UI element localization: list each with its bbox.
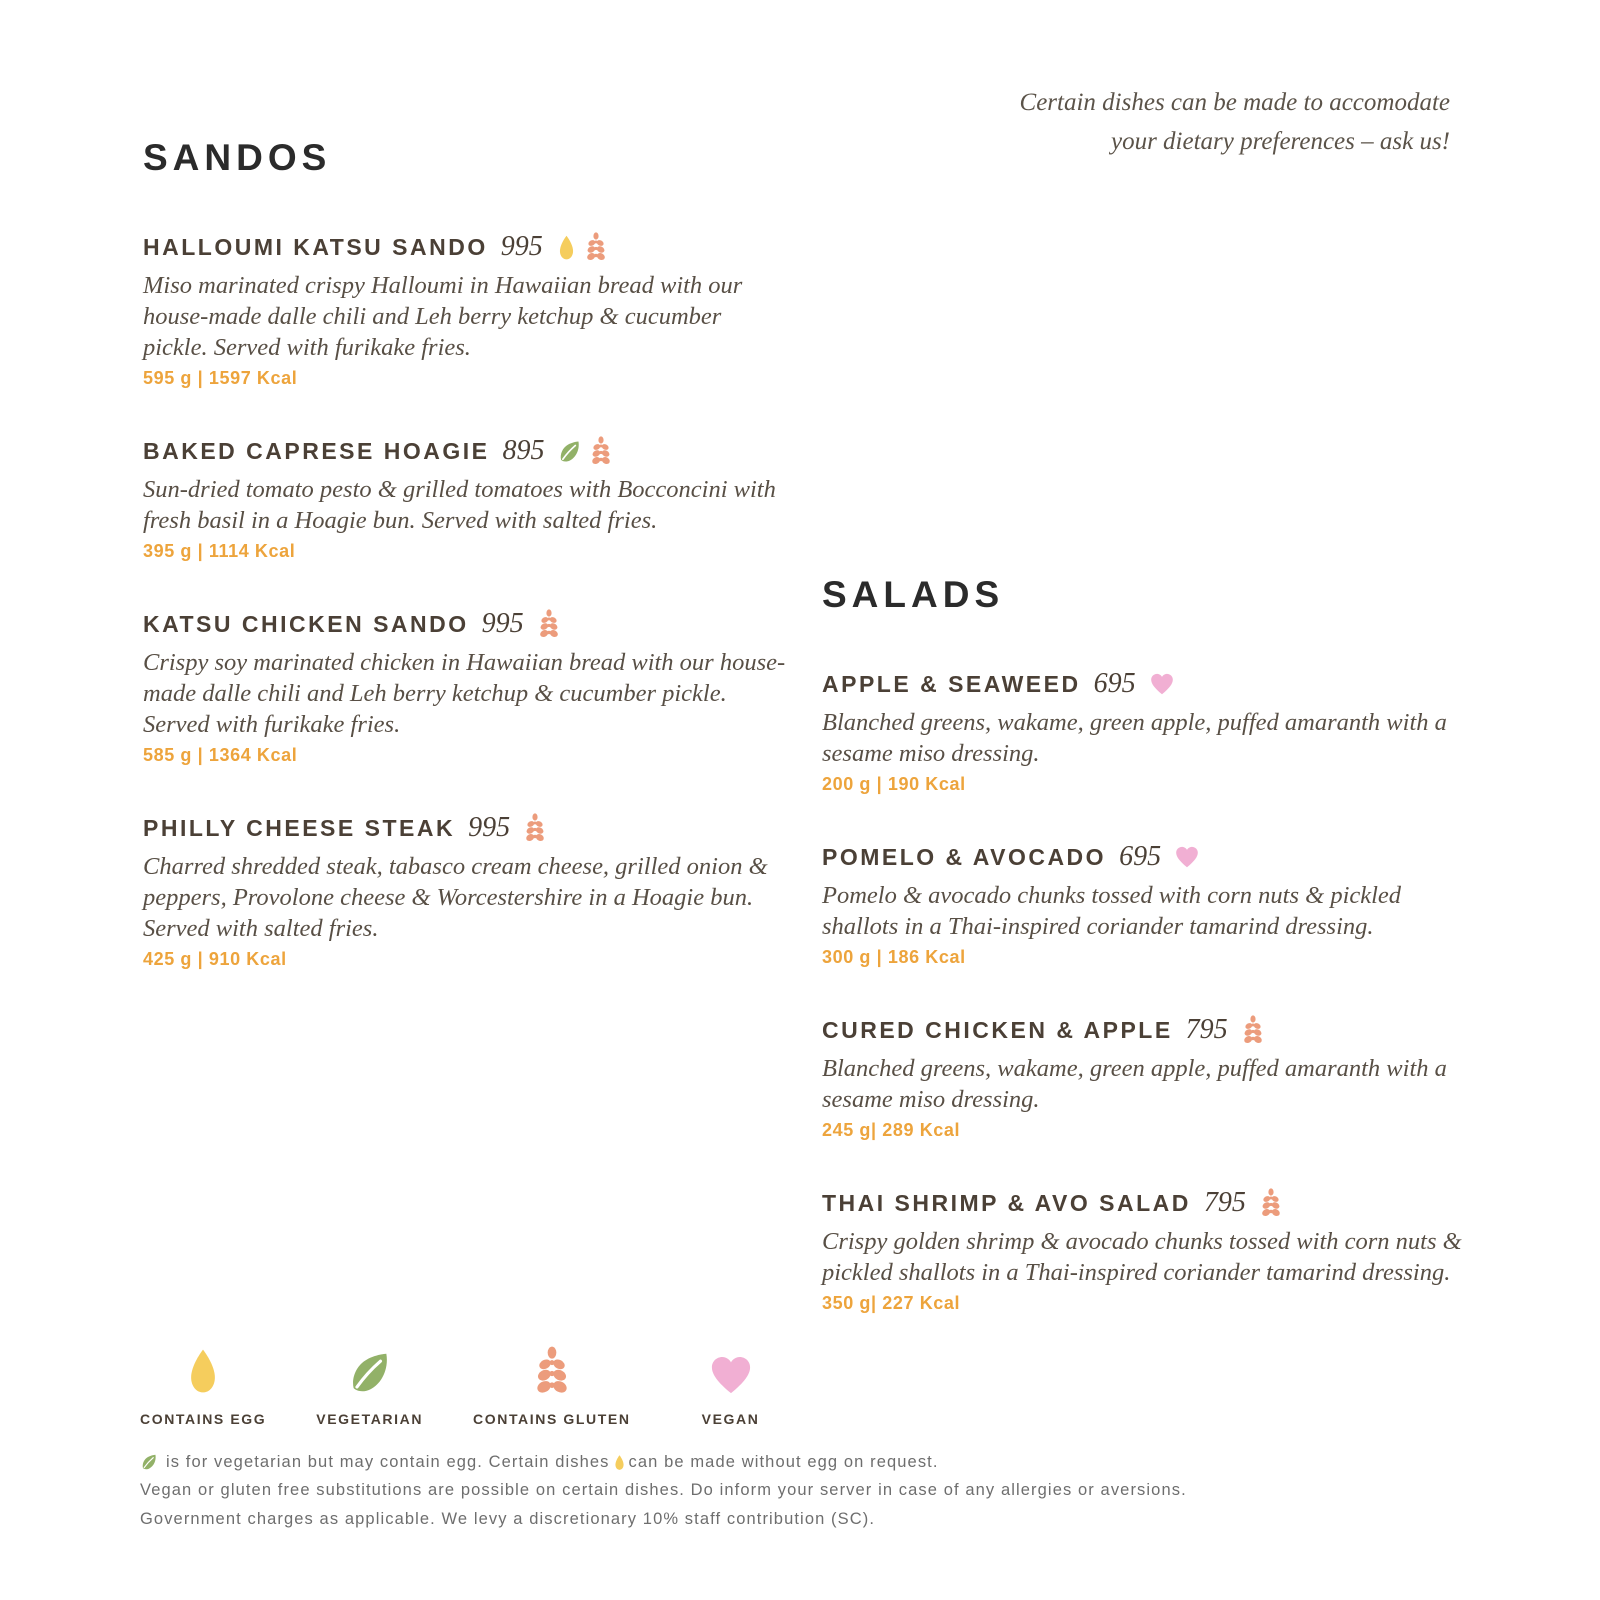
menu-item-badges xyxy=(1259,1188,1283,1218)
menu-item-katsu-chicken-sando xyxy=(143,608,808,766)
footer-line-3: Government charges as applicable. We levy a discretionary 10% staff contribution (SC). xyxy=(140,1509,876,1528)
menu-item-description: Charred shredded steak, tabasco cream cheese, grilled onion & peppers, Provolone cheese & Worcestershire in a Hoagie bun. Served with salted fries. xyxy=(143,853,768,942)
legend-label: CONTAINS EGG xyxy=(140,1411,267,1427)
menu-item-description: Crispy golden shrimp & avocado chunks tossed with corn nuts & pickled shallots in a Thai-inspired coriander tamarind dressing. xyxy=(822,1228,1462,1286)
wheat-icon xyxy=(532,1344,572,1396)
wheat-icon xyxy=(589,436,613,466)
menu-item-weight-calories: 595 g | 1597 Kcal xyxy=(143,368,298,388)
leaf-icon xyxy=(346,1344,393,1396)
menu-item-description: Pomelo & avocado chunks tossed with corn nuts & pickled shallots in a Thai-inspired coriander tamarind dressing. xyxy=(822,882,1402,940)
menu-item-name: PHILLY CHEESE STEAK xyxy=(143,814,456,841)
menu-item-apple-seaweed xyxy=(822,668,1487,795)
menu-item-badges xyxy=(523,813,547,843)
heart-icon xyxy=(1174,845,1200,869)
menu-item-name: HALLOUMI KATSU SANDO xyxy=(143,233,488,260)
section-title-sandos: SANDOS xyxy=(143,137,332,178)
menu-item-header xyxy=(822,841,1487,873)
menu-item-cured-chicken-apple xyxy=(822,1014,1487,1141)
menu-item-badges xyxy=(556,232,608,262)
menu-item-price: 695 xyxy=(1093,668,1136,699)
menu-item-name: THAI SHRIMP & AVO SALAD xyxy=(822,1189,1191,1216)
leaf-icon xyxy=(557,439,582,464)
menu-item-weight-calories: 300 g | 186 Kcal xyxy=(822,947,966,967)
menu-item-name: CURED CHICKEN & APPLE xyxy=(822,1016,1173,1043)
legend-label: VEGAN xyxy=(701,1411,760,1427)
menu-item-header xyxy=(143,231,808,263)
wheat-icon xyxy=(537,609,561,639)
menu-item-price: 795 xyxy=(1185,1014,1228,1045)
egg-icon xyxy=(556,234,577,261)
legend-contains-gluten xyxy=(473,1344,631,1427)
menu-item-price: 995 xyxy=(500,231,543,262)
menu-item-badges xyxy=(537,609,561,639)
menu-item-weight-calories: 395 g | 1114 Kcal xyxy=(143,541,296,561)
section-title-salads: SALADS xyxy=(822,574,1005,615)
menu-item-price: 895 xyxy=(502,435,545,466)
menu-item-pomelo-avocado xyxy=(822,841,1487,968)
menu-item-price: 995 xyxy=(481,608,524,639)
legend-label: VEGETARIAN xyxy=(316,1411,424,1427)
wheat-icon xyxy=(1241,1015,1265,1045)
legend-label: CONTAINS GLUTEN xyxy=(473,1411,631,1427)
legend-vegetarian xyxy=(316,1344,423,1427)
dietary-note-line2: your dietary preferences – ask us! xyxy=(1110,127,1450,155)
egg-icon xyxy=(184,1344,222,1396)
legend-contains-egg xyxy=(140,1344,266,1427)
menu-item-description: Blanched greens, wakame, green apple, puffed amaranth with a sesame miso dressing. xyxy=(822,1055,1447,1113)
menu-item-name: KATSU CHICKEN SANDO xyxy=(143,610,469,637)
menu-item-price: 995 xyxy=(468,812,511,843)
menu-item-header xyxy=(822,668,1487,700)
menu-item-price: 795 xyxy=(1203,1187,1246,1218)
egg-icon xyxy=(613,1454,626,1471)
footer-line1-post: can be made without egg on request. xyxy=(628,1453,939,1471)
menu-item-description: Miso marinated crispy Halloumi in Hawaiian bread with our house-made dalle chili and Leh berry ketchup & cucumber pickle. Served with furikake fries. xyxy=(143,272,743,361)
section-sandos xyxy=(143,137,808,1016)
menu-item-name: APPLE & SEAWEED xyxy=(822,670,1081,697)
menu-item-description: Crispy soy marinated chicken in Hawaiian bread with our house-made dalle chili and Leh berry ketchup & cucumber pickle. Served with furikake fries. xyxy=(143,649,786,738)
wheat-icon xyxy=(1259,1188,1283,1218)
menu-item-badges xyxy=(557,436,613,466)
menu-item-header xyxy=(822,1014,1487,1046)
menu-item-thai-shrimp-avo-salad xyxy=(822,1187,1487,1314)
dietary-note xyxy=(1020,84,1450,162)
menu-item-philly-cheese-steak xyxy=(143,812,808,970)
footer-line-1 xyxy=(140,1448,1510,1476)
menu-item-header xyxy=(822,1187,1487,1219)
leaf-icon xyxy=(140,1453,158,1471)
heart-icon xyxy=(708,1344,754,1396)
legend-vegan xyxy=(681,1344,781,1427)
menu-item-header xyxy=(143,608,808,640)
menu-item-name: POMELO & AVOCADO xyxy=(822,843,1107,870)
menu-item-badges xyxy=(1241,1015,1265,1045)
menu-item-weight-calories: 200 g | 190 Kcal xyxy=(822,774,966,794)
menu-item-name: BAKED CAPRESE HOAGIE xyxy=(143,437,490,464)
menu-item-header xyxy=(143,435,808,467)
menu-item-description: Sun-dried tomato pesto & grilled tomatoes with Bocconcini with fresh basil in a Hoagie bun. Served with salted fries. xyxy=(143,476,776,534)
footer-line-2: Vegan or gluten free substitutions are possible on certain dishes. Do inform your server in case of any allergies or aversions. xyxy=(140,1481,1187,1500)
menu-item-price: 695 xyxy=(1119,841,1162,872)
menu-item-baked-caprese-hoagie xyxy=(143,435,808,562)
menu-item-weight-calories: 350 g| 227 Kcal xyxy=(822,1293,961,1313)
menu-item-badges xyxy=(1149,672,1175,696)
menu-item-weight-calories: 585 g | 1364 Kcal xyxy=(143,745,298,765)
section-salads xyxy=(822,574,1487,1360)
menu-item-description: Blanched greens, wakame, green apple, puffed amaranth with a sesame miso dressing. xyxy=(822,709,1447,767)
menu-item-weight-calories: 245 g| 289 Kcal xyxy=(822,1120,961,1140)
dietary-legend xyxy=(140,1344,781,1427)
footer-disclaimer xyxy=(140,1448,1510,1533)
menu-item-header xyxy=(143,812,808,844)
wheat-icon xyxy=(584,232,608,262)
heart-icon xyxy=(1149,672,1175,696)
menu-item-weight-calories: 425 g | 910 Kcal xyxy=(143,949,287,969)
menu-item-badges xyxy=(1174,845,1200,869)
footer-line1-pre: is for vegetarian but may contain egg. Certain dishes xyxy=(166,1453,610,1471)
dietary-note-line1: Certain dishes can be made to accomodate xyxy=(1019,89,1450,116)
wheat-icon xyxy=(523,813,547,843)
menu-item-halloumi-katsu-sando xyxy=(143,231,808,389)
